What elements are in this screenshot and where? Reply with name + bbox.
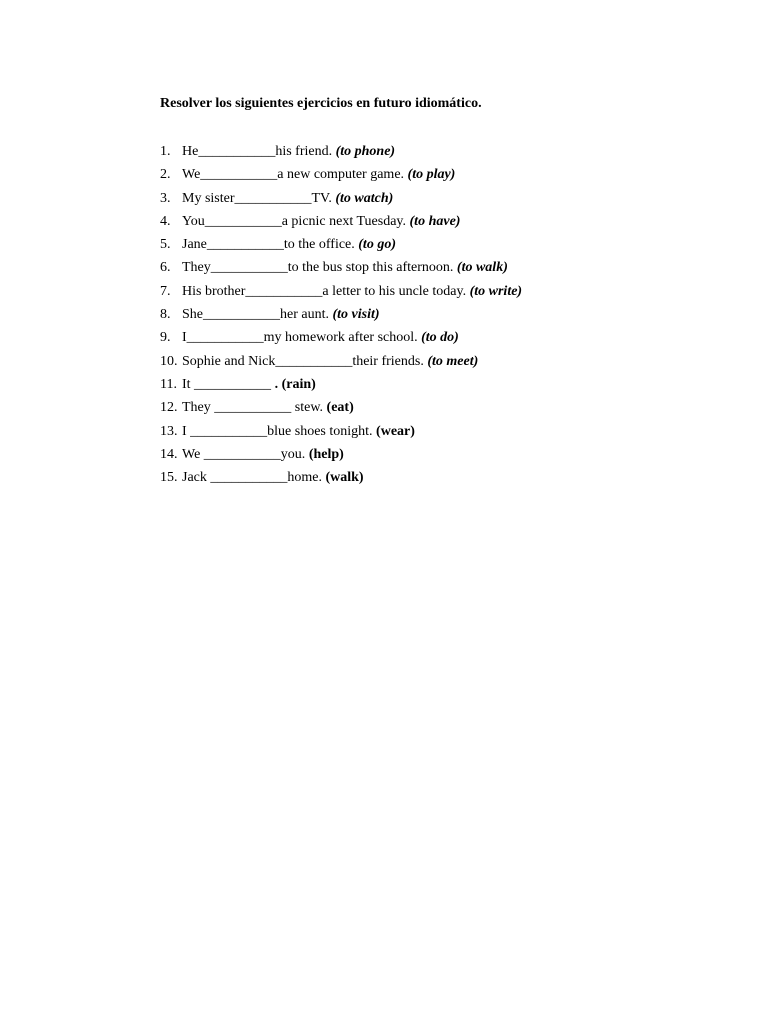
exercise-content	[182, 283, 522, 301]
exercise-content	[182, 399, 354, 417]
exercise-number: 8.	[160, 307, 171, 323]
exercise-text: Jack ___________home.	[182, 470, 326, 486]
exercise-text: He___________his friend.	[182, 144, 336, 159]
exercise-content	[182, 329, 459, 347]
exercise-hint: (to play)	[407, 167, 456, 183]
exercise-number: 11.	[160, 376, 177, 392]
exercise-number: 4.	[160, 213, 171, 229]
exercise-content	[182, 376, 316, 394]
exercise-content	[182, 190, 393, 208]
exercise-text: I ___________blue shoes tonight.	[182, 423, 377, 439]
exercise-text: You___________a picnic next Tuesday.	[182, 213, 410, 229]
exercise-content	[182, 213, 460, 231]
exercise-number: 10.	[160, 353, 178, 369]
exercise-text: I___________my homework after school.	[182, 330, 422, 346]
exercise-number: 9.	[160, 330, 171, 346]
exercise-hint: (to watch)	[335, 190, 394, 206]
page-title: Resolver los siguientes ejercicios en futuro idiomático.	[160, 96, 482, 111]
exercise-number: 1.	[160, 144, 171, 159]
exercise-hint: (to visit)	[332, 307, 380, 323]
exercise-text: They ___________ stew.	[182, 400, 327, 416]
exercise-hint: (to have)	[409, 213, 461, 229]
exercise-text: His brother___________a letter to his uncle today.	[182, 283, 470, 299]
exercise-hint: . (rain)	[274, 376, 316, 392]
exercise-hint: (to walk)	[456, 260, 508, 276]
exercise-content	[182, 353, 478, 371]
exercise-text: Sophie and Nick___________their friends.	[182, 353, 428, 369]
exercise-hint: (to meet)	[427, 353, 479, 369]
exercise-number: 5.	[160, 237, 171, 253]
exercise-hint: (to go)	[358, 237, 396, 253]
exercise-text: It ___________	[182, 376, 275, 392]
exercise-number: 3.	[160, 190, 171, 206]
exercise-number: 13.	[160, 423, 178, 439]
exercise-content	[182, 259, 508, 277]
exercise-text: They___________to the bus stop this afternoon.	[182, 260, 457, 276]
exercise-text: Jane___________to the office.	[182, 237, 359, 253]
exercise-hint: (to write)	[469, 283, 523, 299]
exercise-number: 2.	[160, 167, 171, 183]
exercise-text: We___________a new computer game.	[182, 167, 408, 183]
exercise-hint: (to phone)	[335, 144, 396, 159]
exercise-number: 6.	[160, 260, 171, 276]
exercise-text: She___________her aunt.	[182, 307, 333, 323]
exercise-hint: (walk)	[325, 470, 364, 486]
exercise-hint: (wear)	[376, 423, 415, 439]
exercise-number: 12.	[160, 400, 178, 416]
exercise-number: 14.	[160, 446, 178, 462]
exercise-hint: (help)	[308, 446, 344, 462]
exercise-content	[182, 469, 364, 487]
exercise-text: My sister___________TV.	[182, 190, 336, 206]
exercise-content	[182, 306, 380, 324]
exercise-content	[182, 446, 344, 464]
exercise-number: 7.	[160, 283, 171, 299]
exercise-content	[182, 236, 396, 254]
exercise-content	[182, 423, 415, 441]
exercise-text: We ___________you.	[182, 446, 309, 462]
exercise-content	[182, 143, 395, 161]
exercise-hint: (eat)	[326, 400, 354, 416]
exercise-content	[182, 166, 455, 184]
exercise-number: 15.	[160, 470, 178, 486]
exercise-hint: (to do)	[421, 330, 459, 346]
